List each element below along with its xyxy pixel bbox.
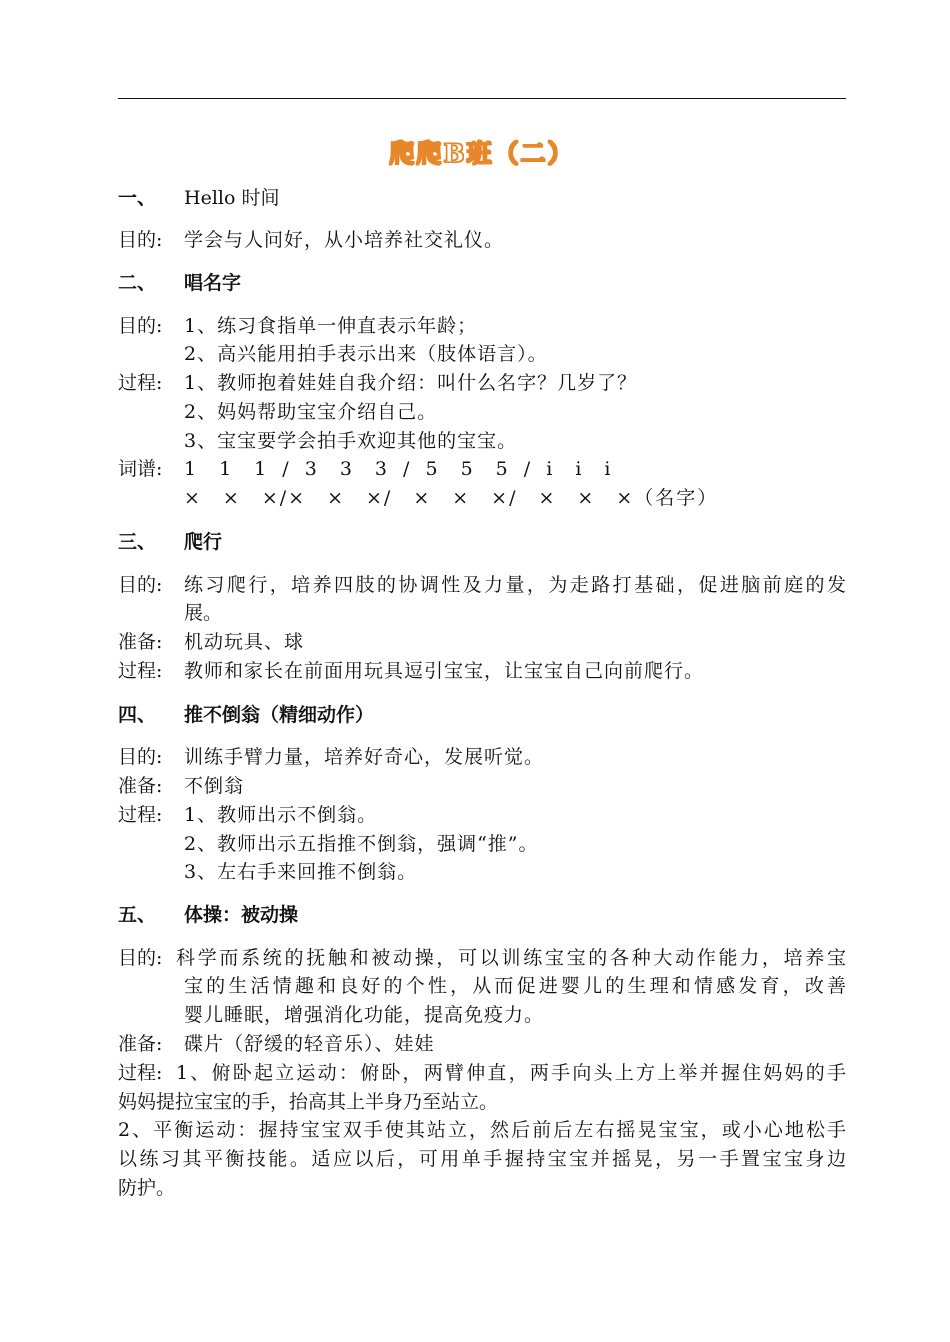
section-title: 唱名字 (184, 272, 242, 294)
s5-prep-row (118, 1030, 846, 1058)
label: 目的: (118, 574, 163, 596)
s5-balance-row-2 (118, 1145, 846, 1173)
s3-process-row (118, 657, 846, 685)
section-title (184, 902, 298, 928)
value: 3、宝宝要学会拍手欢迎其他的宝宝。 (184, 430, 518, 452)
label: 目的: (118, 746, 163, 768)
label: 过程: (118, 804, 163, 826)
s2-process-row-3 (118, 427, 846, 455)
page-title: 爬爬B班（二） (389, 139, 575, 168)
s4-purpose-row (118, 743, 846, 771)
value: 展。 (184, 602, 223, 624)
label: 准备: (118, 631, 163, 653)
value: 防护。 (118, 1177, 176, 1199)
value: 1、教师抱着娃娃自我介绍：叫什么名字？几岁了？ (184, 372, 638, 394)
value: 练习爬行，培养四肢的协调性及力量，为走路打基础，促进脑前庭的发 (184, 574, 846, 596)
section-title-a: 体操： (184, 904, 242, 926)
value: 碟片（舒缓的轻音乐）、娃娃 (184, 1033, 435, 1055)
s5-balance-row-1 (118, 1116, 846, 1144)
s5-balance-row-3 (118, 1174, 846, 1202)
s5-process-row-1 (118, 1059, 846, 1087)
value: 妈妈提拉宝宝的手，抬高其上半身乃至站立。 (118, 1091, 499, 1113)
s2-process-row-1 (118, 369, 846, 397)
s4-process-row-3 (118, 858, 846, 886)
value: × × ×/× × ×/ × × ×/ × × ×（名字） (184, 487, 719, 509)
value: 2、平衡运动：握持宝宝双手使其站立，然后前后左右摇晃宝宝，或小心地松手 (118, 1119, 846, 1141)
s4-process-row-2 (118, 830, 846, 858)
value: 2、妈妈帮助宝宝介绍自己。 (184, 401, 438, 423)
s2-purpose-row-2 (118, 340, 846, 368)
value: 1、练习食指单一伸直表示年龄； (184, 315, 478, 337)
value: 机动玩具、球 (184, 631, 305, 653)
label: 目的: (118, 229, 163, 251)
s3-purpose-row-1 (118, 571, 846, 599)
label: 目的: (118, 315, 163, 337)
value: 宝的生活情趣和良好的个性，从而促进婴儿的生理和情感发育，改善 (184, 975, 846, 997)
value: 不倒翁 (184, 775, 245, 797)
value: 3、左右手来回推不倒翁。 (184, 861, 418, 883)
section-title: Hello 时间 (184, 187, 280, 209)
s4-process-row-1 (118, 801, 846, 829)
s4-prep-row (118, 772, 846, 800)
s1-purpose-row (118, 226, 846, 254)
label: 准备: (118, 775, 163, 797)
value: 1 1 1 / 3 3 3 / 5 5 5 / i i i (184, 458, 613, 480)
section-number: 四、 (118, 704, 157, 726)
value: 2、高兴能用拍手表示出来（肢体语言）。 (184, 343, 548, 365)
value: 学会与人问好，从小培养社交礼仪。 (184, 229, 505, 251)
section-number: 三、 (118, 531, 157, 553)
s3-prep-row (118, 628, 846, 656)
s5-purpose-row-2 (118, 972, 846, 1000)
s2-score-row-2 (118, 484, 846, 512)
s3-purpose-row-2 (118, 599, 846, 627)
label: 过程: (118, 372, 163, 394)
section-title: 爬行 (184, 531, 223, 553)
label: 目的: (118, 947, 163, 969)
value: 1、俯卧起立运动：俯卧，两臂伸直，两手向头上方上举并握住妈妈的手 (176, 1062, 846, 1084)
section-title-b: 被动操 (241, 904, 299, 926)
value: 训练手臂力量，培养好奇心，发展听觉。 (184, 746, 545, 768)
label: 准备: (118, 1033, 163, 1055)
value: 以练习其平衡技能。适应以后，可用单手握持宝宝并摇晃，另一手置宝宝身边 (118, 1148, 846, 1170)
s5-purpose-row-1 (118, 944, 846, 972)
section-number: 五、 (118, 904, 157, 926)
section-number: 二、 (118, 272, 157, 294)
value: 科学而系统的抚触和被动操，可以训练宝宝的各种大动作能力，培养宝 (176, 947, 846, 969)
label: 过程: (118, 660, 163, 682)
value: 1、教师出示不倒翁。 (184, 804, 378, 826)
s5-purpose-row-3 (118, 1001, 846, 1029)
section-title: 推不倒翁（精细动作） (184, 704, 375, 726)
label: 词谱: (118, 458, 163, 480)
header-rule (118, 98, 846, 99)
s2-score-row-1 (118, 455, 846, 483)
label: 过程: (118, 1062, 163, 1084)
value: 教师和家长在前面用玩具逗引宝宝，让宝宝自己向前爬行。 (184, 660, 705, 682)
value: 2、教师出示五指推不倒翁，强调“推”。 (184, 833, 539, 855)
s5-process-row-2 (118, 1088, 846, 1116)
s2-process-row-2 (118, 398, 846, 426)
s2-purpose-row-1 (118, 312, 846, 340)
section-number: 一、 (118, 187, 157, 209)
value: 婴儿睡眠，增强消化功能，提高免疫力。 (184, 1004, 545, 1026)
